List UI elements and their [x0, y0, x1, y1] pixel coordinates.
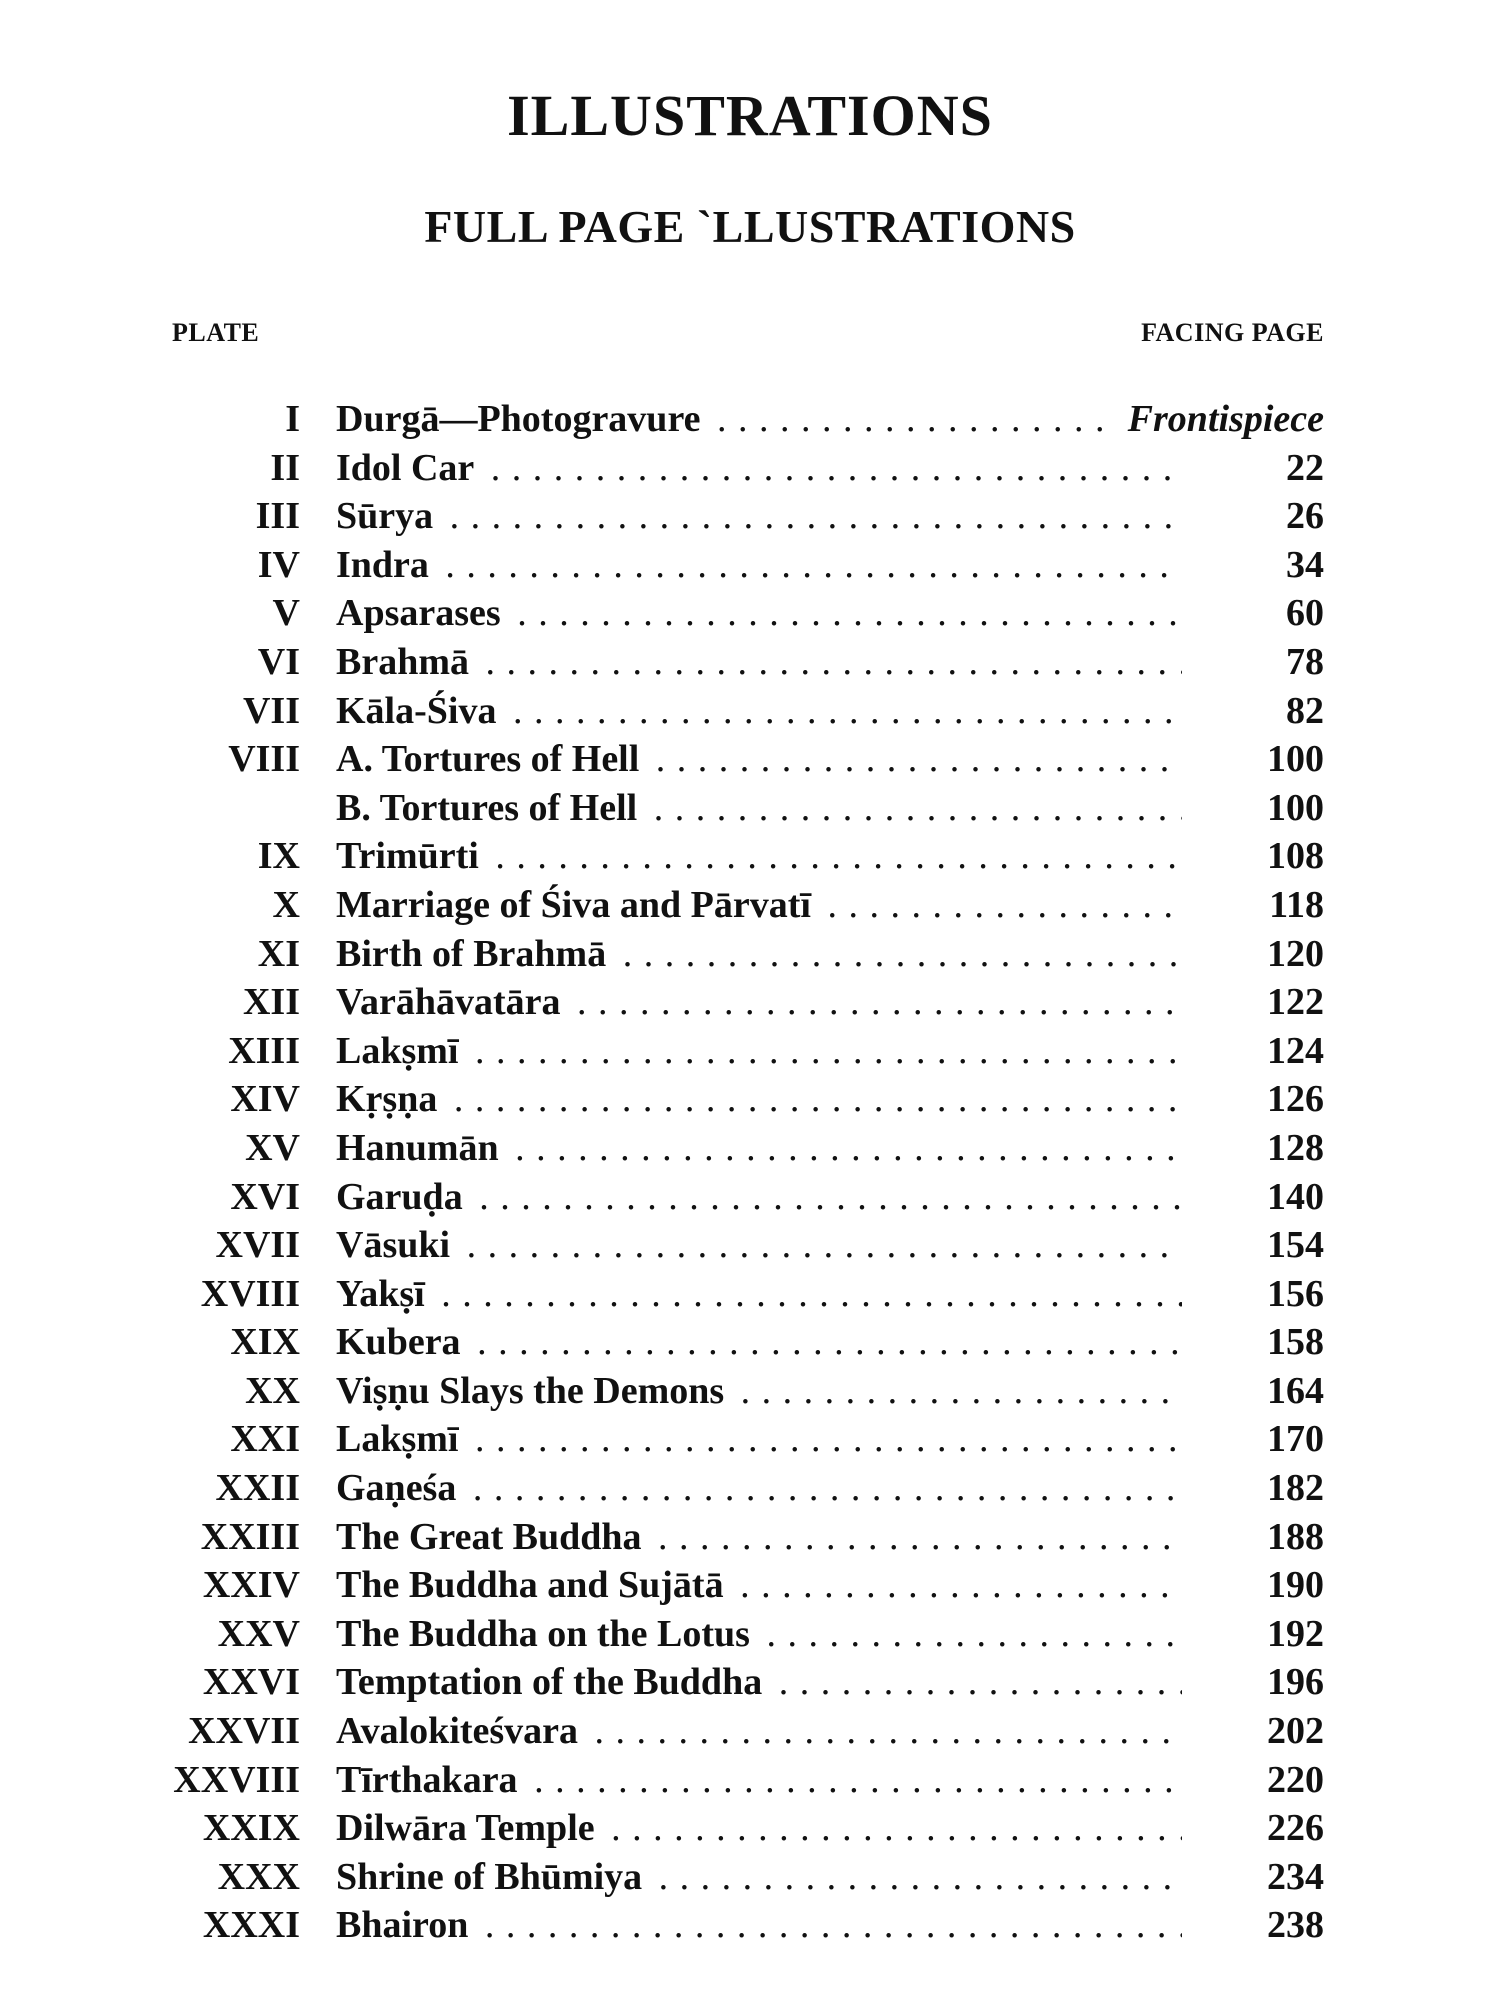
plate-number: XI: [257, 932, 300, 975]
facing-page-number: 22: [1286, 446, 1324, 489]
page-title: ILLUSTRATIONS: [507, 83, 993, 148]
facing-page-number: 188: [1267, 1515, 1324, 1558]
plate-caption: Trimūrti: [336, 835, 485, 877]
dot-leader: [336, 978, 1182, 1027]
plate-caption: Varāhāvatāra: [336, 981, 566, 1023]
plate-column-header: PLATE: [172, 318, 260, 347]
plate-caption: Indra: [336, 544, 435, 586]
plate-number: XIX: [230, 1321, 300, 1364]
facing-page-number: 124: [1267, 1029, 1324, 1072]
facing-page-number: 26: [1286, 495, 1324, 538]
dot-leader: [336, 1027, 1182, 1076]
plate-caption: Kāla-Śiva: [336, 690, 502, 732]
plate-caption: Kubera: [336, 1321, 467, 1363]
list-item: [0, 1415, 1500, 1464]
plate-caption: Bhairon: [336, 1904, 474, 1946]
facing-page-number: 190: [1267, 1564, 1324, 1607]
dot-leader: [336, 492, 1182, 541]
plate-number: XXXI: [202, 1904, 300, 1947]
list-item: [0, 1075, 1500, 1124]
plate-number: III: [255, 495, 300, 538]
plate-number: XX: [245, 1369, 300, 1412]
dot-leader: [336, 1561, 1182, 1610]
list-item: [0, 735, 1500, 784]
dot-leader: [336, 1367, 1182, 1416]
plate-caption: Kṛṣṇa: [336, 1078, 443, 1120]
facing-page-number: 118: [1269, 883, 1324, 926]
list-item: [0, 1027, 1500, 1076]
list-item: [0, 1124, 1500, 1173]
facing-page-number: 122: [1267, 981, 1324, 1024]
plate-caption: Brahmā: [336, 641, 475, 683]
plate-caption: B. Tortures of Hell: [336, 787, 643, 829]
plate-number: VII: [242, 689, 300, 732]
facing-page-number: 120: [1267, 932, 1324, 975]
dot-leader: [336, 638, 1182, 687]
plate-number: XVI: [230, 1175, 300, 1218]
plate-caption: Viṣṇu Slays the Demons: [336, 1370, 730, 1412]
plate-number: II: [270, 446, 300, 489]
list-item: [0, 444, 1500, 493]
facing-page-number: 234: [1267, 1855, 1324, 1898]
facing-page-number: 226: [1267, 1807, 1324, 1850]
plate-caption: Vāsuki: [336, 1224, 456, 1266]
dot-leader: [336, 1270, 1182, 1319]
list-item: [0, 1318, 1500, 1367]
plate-number: XXIX: [202, 1807, 300, 1850]
list-item: [0, 1707, 1500, 1756]
dot-leader: [336, 1221, 1182, 1270]
dot-leader: [336, 1075, 1182, 1124]
facing-page-number: 170: [1267, 1418, 1324, 1461]
plate-number: XVIII: [200, 1272, 300, 1315]
dot-leader: [336, 1513, 1182, 1562]
dot-leader: [336, 1464, 1182, 1513]
plate-caption: The Great Buddha: [336, 1516, 647, 1558]
plate-caption: Durgā—Photogravure: [336, 398, 707, 440]
facing-page-number: 140: [1267, 1175, 1324, 1218]
plate-number: XXII: [215, 1467, 300, 1510]
plate-caption: Sūrya: [336, 495, 439, 537]
dot-leader: [336, 395, 1110, 444]
list-item: [0, 1367, 1500, 1416]
facing-page-number: 192: [1267, 1612, 1324, 1655]
facing-page-number: 34: [1286, 543, 1324, 586]
plate-caption: Lakṣmī: [336, 1030, 464, 1072]
facing-page-number: 238: [1267, 1904, 1324, 1947]
facing-page-number: 196: [1267, 1661, 1324, 1704]
facing-page-number: Frontispiece: [1127, 398, 1324, 440]
plate-number: X: [272, 883, 300, 926]
facing-page-number: 182: [1267, 1467, 1324, 1510]
plate-caption: The Buddha on the Lotus: [336, 1613, 756, 1655]
plate-number: XXVIII: [173, 1758, 300, 1801]
plate-caption: The Buddha and Sujātā: [336, 1564, 730, 1606]
dot-leader: [336, 1804, 1182, 1853]
plate-caption: Yakṣī: [336, 1273, 431, 1315]
list-item: [0, 1853, 1500, 1902]
list-item: [0, 978, 1500, 1027]
facing-page-number: 60: [1286, 592, 1324, 635]
plate-number: XIII: [228, 1029, 300, 1072]
list-item: [0, 930, 1500, 979]
dot-leader: [336, 1173, 1182, 1222]
plate-number: VIII: [228, 738, 300, 781]
illustration-list: [0, 395, 1500, 1950]
facing-page-number: 82: [1286, 689, 1324, 732]
list-item: [0, 395, 1500, 444]
plate-number: XXVII: [188, 1710, 300, 1753]
dot-leader: [336, 1658, 1182, 1707]
dot-leader: [336, 1415, 1182, 1464]
facing-page-number: 154: [1267, 1224, 1324, 1267]
facing-page-number: 78: [1286, 640, 1324, 683]
list-item: [0, 1901, 1500, 1950]
list-item: [0, 1610, 1500, 1659]
dot-leader: [336, 1853, 1182, 1902]
plate-number: XXVI: [202, 1661, 300, 1704]
facing-page-number: 100: [1267, 738, 1324, 781]
list-item: [0, 1173, 1500, 1222]
dot-leader: [336, 1318, 1182, 1367]
plate-number: XXIV: [202, 1564, 300, 1607]
facing-page-number: 108: [1267, 835, 1324, 878]
plate-number: XXIII: [200, 1515, 300, 1558]
facing-page-number: 126: [1267, 1078, 1324, 1121]
dot-leader: [336, 784, 1182, 833]
section-subtitle: FULL PAGE `LLUSTRATIONS: [424, 201, 1076, 252]
plate-caption: Dilwāra Temple: [336, 1807, 601, 1849]
plate-number: VI: [257, 640, 300, 683]
plate-number: IV: [257, 543, 300, 586]
list-item: [0, 1804, 1500, 1853]
dot-leader: [336, 1124, 1182, 1173]
dot-leader: [336, 1901, 1182, 1950]
dot-leader: [336, 1610, 1182, 1659]
plate-caption: Lakṣmī: [336, 1418, 464, 1460]
plate-caption: Shrine of Bhūmiya: [336, 1856, 648, 1898]
list-item: [0, 1756, 1500, 1805]
plate-number: XII: [242, 981, 300, 1024]
facing-page-number: 202: [1267, 1710, 1324, 1753]
dot-leader: [336, 1707, 1182, 1756]
plate-caption: Birth of Brahmā: [336, 933, 612, 975]
plate-number: XIV: [230, 1078, 300, 1121]
plate-caption: Tīrthakara: [336, 1759, 524, 1801]
plate-number: XXV: [217, 1612, 300, 1655]
facing-page-number: 156: [1267, 1272, 1324, 1315]
dot-leader: [336, 541, 1182, 590]
facing-page-number: 128: [1267, 1126, 1324, 1169]
facing-page-column-header: FACING PAGE: [1141, 318, 1324, 347]
list-item: [0, 784, 1500, 833]
plate-number: IX: [257, 835, 300, 878]
plate-number: XV: [245, 1126, 300, 1169]
dot-leader: [336, 930, 1182, 979]
list-item: [0, 1561, 1500, 1610]
dot-leader: [336, 735, 1182, 784]
list-item: [0, 832, 1500, 881]
plate-number: I: [285, 398, 300, 440]
list-item: [0, 492, 1500, 541]
plate-caption: Apsarases: [336, 592, 507, 634]
facing-page-number: 164: [1267, 1369, 1324, 1412]
list-item: [0, 1658, 1500, 1707]
plate-caption: A. Tortures of Hell: [336, 738, 645, 780]
list-item: [0, 1221, 1500, 1270]
dot-leader: [336, 687, 1182, 736]
plate-caption: Gaṇeśa: [336, 1467, 462, 1509]
plate-caption: Garuḍa: [336, 1176, 469, 1218]
dot-leader: [336, 444, 1182, 493]
dot-leader: [336, 832, 1182, 881]
plate-caption: Hanumān: [336, 1127, 505, 1169]
list-item: [0, 1464, 1500, 1513]
dot-leader: [336, 589, 1182, 638]
plate-caption: Marriage of Śiva and Pārvatī: [336, 884, 817, 926]
plate-caption: Temptation of the Buddha: [336, 1661, 768, 1703]
plate-caption: Avalokiteśvara: [336, 1710, 584, 1752]
list-item: [0, 881, 1500, 930]
list-item: [0, 1270, 1500, 1319]
facing-page-number: 158: [1267, 1321, 1324, 1364]
list-item: [0, 687, 1500, 736]
list-item: [0, 541, 1500, 590]
list-item: [0, 638, 1500, 687]
facing-page-number: 100: [1267, 786, 1324, 829]
plate-caption: Idol Car: [336, 447, 480, 489]
list-item: [0, 589, 1500, 638]
list-item: [0, 1513, 1500, 1562]
plate-number: XXI: [230, 1418, 300, 1461]
plate-number: XXX: [217, 1855, 300, 1898]
facing-page-number: 220: [1267, 1758, 1324, 1801]
dot-leader: [336, 1756, 1182, 1805]
plate-number: V: [272, 592, 300, 635]
dot-leader: [336, 881, 1182, 930]
plate-number: XVII: [215, 1224, 300, 1267]
